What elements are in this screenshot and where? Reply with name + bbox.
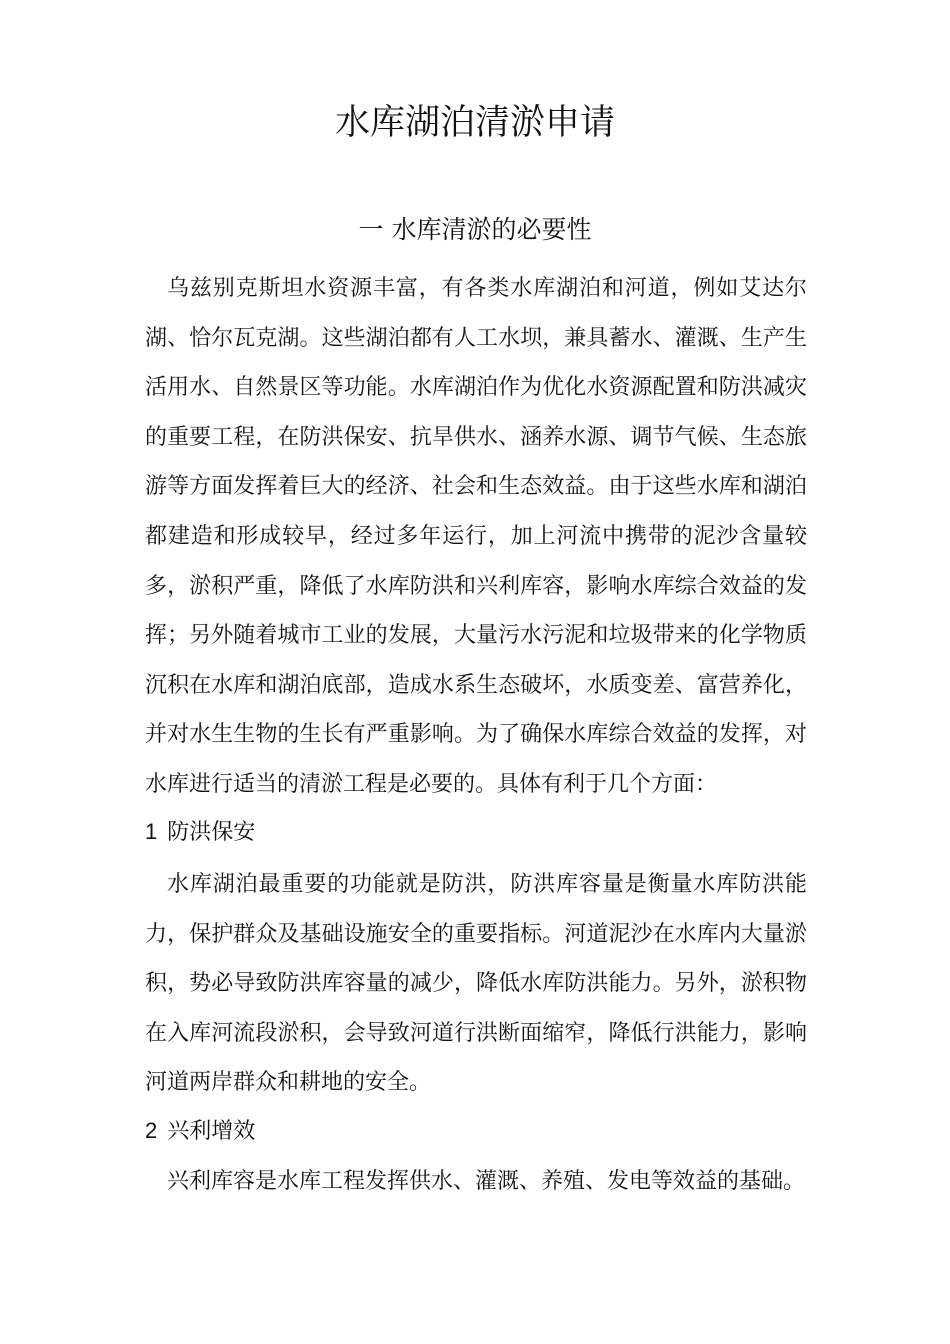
subsection-number: 1 [145, 819, 158, 844]
subsection-number: 2 [145, 1118, 158, 1143]
subsection-label: 兴利增效 [167, 1119, 256, 1144]
benefit-paragraph: 兴利库容是水库工程发挥供水、灌溉、养殖、发电等效益的基础。 [167, 1169, 806, 1194]
necessity-paragraph: 乌兹别克斯坦水资源丰富，有各类水库湖泊和河道，例如艾达尔湖、恰尔瓦克湖。这些湖泊都有人工水坝，兼具蓄水、灌溉、生产生活用水、自然景区等功能。水库湖泊作为优化水资源配置和防洪减灾的重要工程，在防洪保安、抗旱供水、涵养水源、调节气候、生态旅游等方面发挥着巨大的经济、社会和生态效益。由于这些水库和湖泊都建造和形成较早，经过多年运行，加上河流中携带的泥沙含量较多，淤积严重，降低了水库防洪和兴利库容，影响水库综合效益的发挥；另外随着城市工业的发展，大量污水污泥和垃圾带来的化学物质沉积在水库和湖泊底部，造成水系生态破坏，水质变差、富营养化，并对水生生物的生长有严重影响。为了确保水库综合效益的发挥，对水库进行适当的清淤工程是必要的。具体有利于几个方面： [145, 276, 807, 797]
section-heading-necessity: 一 水库清淤的必要性 [358, 215, 592, 244]
subsection-heading-benefit [145, 1111, 807, 1152]
subsection-heading-flood-control [145, 812, 807, 853]
subsection-label: 防洪保安 [167, 820, 256, 845]
document-title: 水库湖泊清淤申请 [334, 103, 615, 143]
flood-control-paragraph: 水库湖泊最重要的功能就是防洪，防洪库容量是衡量水库防洪能力，保护群众及基础设施安全的重要指标。河道泥沙在水库内大量淤积，势必导致防洪库容量的减少，降低水库防洪能力。另外，淤积物在入库河流段淤积，会导致河道行洪断面缩窄，降低行洪能力，影响河道两岸群众和耕地的安全。 [145, 872, 807, 1096]
